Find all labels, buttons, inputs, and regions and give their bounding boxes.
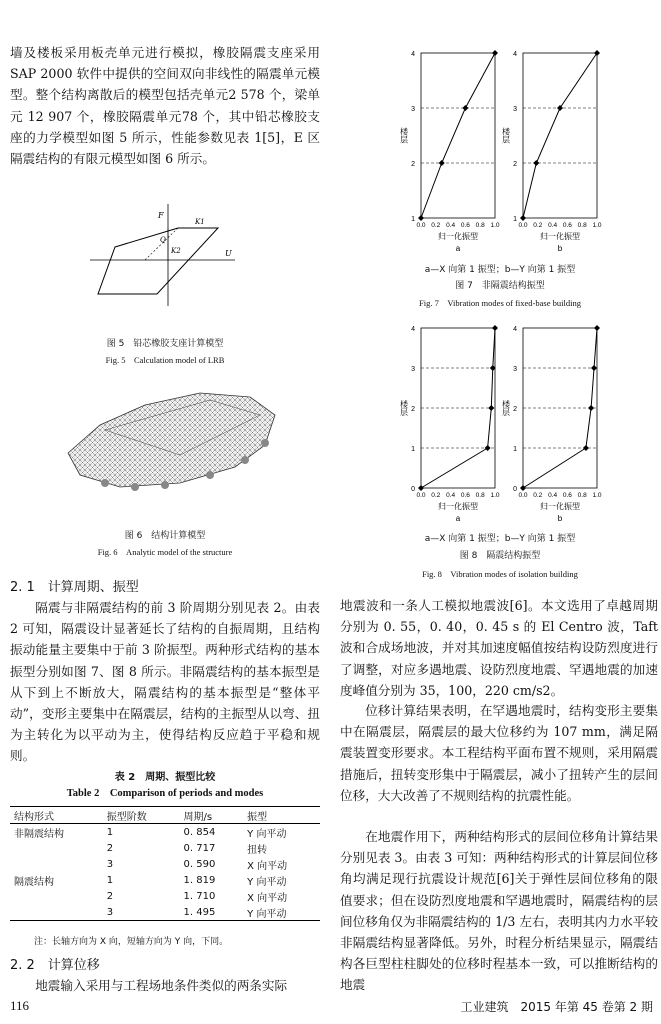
- data-point: [462, 105, 468, 111]
- x-tick-label: 0.2: [431, 222, 441, 229]
- data-point: [485, 445, 491, 451]
- table-row: [10, 888, 320, 904]
- table-cell: 0. 854: [183, 826, 216, 838]
- table-cell: 1: [106, 826, 114, 838]
- fig8-caption-sub: a—X 向第 1 振型；b—Y 向第 1 振型: [424, 534, 576, 544]
- table-cell: [10, 888, 103, 904]
- x-tick-label: 0.2: [431, 492, 441, 499]
- data-point: [594, 50, 600, 56]
- table-row: [10, 824, 320, 841]
- subplot-label: b: [557, 514, 563, 523]
- x-tick-label: 0.4: [548, 492, 558, 499]
- data-point: [418, 215, 424, 221]
- table-cell: [10, 904, 103, 921]
- table2-header: 振型: [247, 811, 268, 823]
- fig5-lrb-model: [85, 198, 240, 310]
- mode-shape-line: [421, 53, 495, 218]
- table-cell: 1. 710: [183, 890, 216, 902]
- intro-paragraph: 墙及楼板采用板壳单元进行模拟，橡胶隔震支座采用 SAP 2000 软件中提供的空间双向非线性的隔震单元模型。整个结构离散后的模型包括壳单元2 578 个，梁单元 12 907 个，橡胶隔震单元78 个，其中铅芯橡胶支座的力学模型如图 5 所示，性能参数见表 1[5]，E 区隔震结构的有限元模型如图 6 所示。: [10, 45, 320, 167]
- y-axis-label: 楼层: [501, 127, 511, 144]
- x-axis-label: 归一化振型: [540, 502, 580, 511]
- x-tick-label: 0.4: [548, 222, 558, 229]
- x-tick-label: 0.4: [446, 222, 456, 229]
- section-2-1-paragraph: 隔震与非隔震结构的前 3 阶周期分别见表 2。由表 2 可知，隔震设计显著延长了结构的自振周期，且结构振动能量主要集中于前 3 阶振型。两种形式结构的基本振型分别如图 7、图 8 所示。非隔震结构的基本振型是从下到上不断放大，隔震结构的基本振型是“整体平动”，变形主要集中在隔震层，结构的主振型从以弯、扭为主转化为以平动为主，使得结构反应趋于平稳和规则。: [10, 600, 320, 764]
- fig5-label-q: Q: [160, 236, 166, 244]
- right-paragraph-3: 在地震作用下，两种结构形式的层间位移角计算结果分别见表 3。由表 3 可知：两种结构形式的计算层间位移角均满足现行抗震设计规范[6]关于弹性层间位移角的限值要求；但在设防烈度地震和罕遇地震时，隔震结构的层间位移角仅为非隔震结构的 1/3 左右，表明其内力水平较非隔震结构显著降低。另外，时程分析结果显示，隔震结构各巨型柱柱脚处的位移时程基本一致，可以推断结构的地震: [340, 829, 658, 993]
- data-point: [533, 160, 539, 166]
- subplot-label: b: [557, 244, 563, 253]
- journal-footer: 工业建筑 2015 年第 45 卷第 2 期: [460, 1000, 653, 1014]
- table-cell: 2: [106, 842, 114, 854]
- table-row: [10, 904, 320, 921]
- y-tick-label: 4: [411, 326, 415, 333]
- x-tick-label: 0.2: [533, 222, 543, 229]
- data-point: [520, 215, 526, 221]
- table-cell: X 向平动: [247, 892, 288, 904]
- data-point: [588, 405, 594, 411]
- fig5-label-u: U: [225, 249, 232, 258]
- page-number: 116: [10, 998, 30, 1013]
- x-tick-label: 0.8: [475, 222, 485, 229]
- y-tick-label: 1: [513, 216, 517, 223]
- y-tick-label: 0: [411, 486, 415, 493]
- x-tick-label: 0.0: [518, 222, 528, 229]
- fig7-caption-zh: 图 7 非隔震结构振型: [455, 281, 545, 291]
- data-point: [557, 105, 563, 111]
- table-row: [10, 856, 320, 872]
- subplot-label: a: [455, 244, 461, 253]
- table-cell: [10, 856, 103, 872]
- table-row: [10, 840, 320, 856]
- x-tick-label: 0.0: [518, 492, 528, 499]
- y-tick-label: 3: [411, 366, 415, 373]
- y-tick-label: 2: [411, 161, 415, 168]
- table-cell: 非隔震结构: [14, 828, 64, 840]
- fig5-caption-zh: 图 5 铅芯橡胶支座计算模型: [106, 339, 224, 349]
- table-cell: Y 向平动: [247, 908, 287, 920]
- table-cell: 扭转: [247, 844, 268, 856]
- fig8a-chart: [395, 320, 505, 530]
- fig7-caption-sub: a—X 向第 1 振型；b—Y 向第 1 振型: [424, 265, 576, 275]
- data-point: [488, 405, 494, 411]
- y-axis-label: 楼层: [501, 400, 511, 416]
- table2-header: 振型阶数: [106, 811, 147, 823]
- data-point: [520, 485, 526, 491]
- x-tick-label: 0.8: [577, 222, 587, 229]
- y-tick-label: 1: [411, 446, 415, 453]
- y-tick-label: 2: [411, 406, 415, 413]
- fig5-label-k2: K2: [171, 247, 181, 255]
- plot-frame: [421, 53, 495, 218]
- subplot-label: a: [455, 514, 461, 523]
- table-cell: [10, 840, 103, 856]
- section-2-2-title: 2. 2 计算位移: [10, 958, 100, 973]
- data-point: [439, 160, 445, 166]
- table2-note: 注：长轴方向为 X 向，短轴方向为 Y 向，下同。: [34, 937, 229, 947]
- data-point: [583, 445, 589, 451]
- table-cell: 隔震结构: [14, 876, 54, 888]
- x-tick-label: 0.6: [460, 222, 470, 229]
- y-tick-label: 4: [411, 51, 415, 58]
- table2-title-zh: 表 2 周期、振型比较: [114, 772, 216, 783]
- fig6-caption-zh: 图 6 结构计算模型: [124, 531, 206, 541]
- table-cell: 0. 590: [183, 858, 216, 870]
- x-tick-label: 0.6: [460, 492, 470, 499]
- fig5-caption-en: Fig. 5 Calculation model of LRB: [105, 355, 225, 365]
- y-tick-label: 0: [513, 486, 517, 493]
- y-tick-label: 1: [513, 446, 517, 453]
- mode-shape-line: [523, 53, 597, 218]
- x-axis-label: 归一化振型: [438, 502, 478, 511]
- fig5-label-f: F: [158, 211, 164, 220]
- x-tick-label: 0.8: [475, 492, 485, 499]
- fig7-caption-en: Fig. 7 Vibration modes of fixed-base building: [419, 298, 581, 308]
- plot-frame: [523, 53, 597, 218]
- table-row: [10, 872, 320, 888]
- x-tick-label: 1.0: [592, 222, 602, 229]
- y-tick-label: 4: [513, 326, 517, 333]
- table-cell: 1: [106, 874, 114, 886]
- fig7b-chart: [497, 45, 607, 260]
- section-2-2-paragraph: 地震输入采用与工程场地条件类似的两条实际: [35, 978, 288, 993]
- y-tick-label: 2: [513, 161, 517, 168]
- table-cell: 3: [106, 858, 114, 870]
- table-cell: Y 向平动: [247, 828, 287, 840]
- y-tick-label: 2: [513, 406, 517, 413]
- table-cell: 1. 819: [183, 874, 216, 886]
- table2: [10, 806, 320, 921]
- y-tick-label: 4: [513, 51, 517, 58]
- data-point: [591, 365, 597, 371]
- table-cell: X 向平动: [247, 860, 288, 872]
- y-tick-label: 3: [411, 106, 415, 113]
- table-cell: 0. 717: [183, 842, 216, 854]
- fig8-caption-zh: 图 8 隔震结构振型: [459, 551, 541, 561]
- table2-header-row: [10, 807, 320, 824]
- table-cell: 1. 495: [183, 906, 216, 918]
- table2-header: 周期/s: [183, 811, 213, 823]
- y-tick-label: 1: [411, 216, 415, 223]
- x-tick-label: 1.0: [490, 492, 500, 499]
- fig6-caption-en: Fig. 6 Analytic model of the structure: [97, 547, 233, 557]
- x-tick-label: 0.6: [562, 492, 572, 499]
- x-tick-label: 0.2: [533, 492, 543, 499]
- section-2-1-title: 2. 1 计算周期、振型: [10, 580, 139, 595]
- data-point: [418, 485, 424, 491]
- fig8b-chart: [497, 320, 607, 530]
- table-cell: 3: [106, 906, 114, 918]
- x-axis-label: 归一化振型: [540, 232, 580, 241]
- y-axis-label: 楼层: [399, 400, 409, 416]
- fig7a-chart: [395, 45, 505, 260]
- x-tick-label: 1.0: [490, 222, 500, 229]
- table-cell: Y 向平动: [247, 876, 287, 888]
- x-axis-label: 归一化振型: [438, 232, 478, 241]
- x-tick-label: 0.8: [577, 492, 587, 499]
- y-tick-label: 3: [513, 366, 517, 373]
- fig8-caption-en: Fig. 8 Vibration modes of isolation building: [422, 569, 578, 579]
- fig6-structure-mesh: [60, 375, 280, 505]
- y-tick-label: 3: [513, 106, 517, 113]
- y-axis-label: 楼层: [399, 127, 409, 144]
- fig5-label-k1: K1: [195, 218, 205, 226]
- x-tick-label: 0.6: [562, 222, 572, 229]
- table-cell: 2: [106, 890, 114, 902]
- x-tick-label: 0.0: [416, 222, 426, 229]
- data-point: [594, 325, 600, 331]
- x-tick-label: 0.0: [416, 492, 426, 499]
- table2-title-en: Table 2 Comparison of periods and modes: [66, 788, 264, 799]
- right-paragraph-2: 位移计算结果表明，在罕遇地震时，结构变形主要集中在隔震层，隔震层的最大位移约为 107 mm，满足隔震装置变形要求。本工程结构平面布置不规则，采用隔震措施后，扭转变形集中于隔震层，减小了扭转产生的层间位移，大大改善了不规则结构的抗震性能。: [340, 703, 658, 803]
- x-tick-label: 0.4: [446, 492, 456, 499]
- table2-header: 结构形式: [14, 811, 54, 823]
- right-paragraph-1: 地震波和一条人工模拟地震波[6]。本文选用了卓越周期分别为 0. 55，0. 40，0. 45 s 的 El Centro 波，Taft 波和合成场地波，并对其加速度幅值按结构设防烈度进行了调整，对应多遇地震、设防烈度地震、罕遇地震的加速度峰值分别为 35，100，220 cm/s2。: [340, 598, 658, 698]
- x-tick-label: 1.0: [592, 492, 602, 499]
